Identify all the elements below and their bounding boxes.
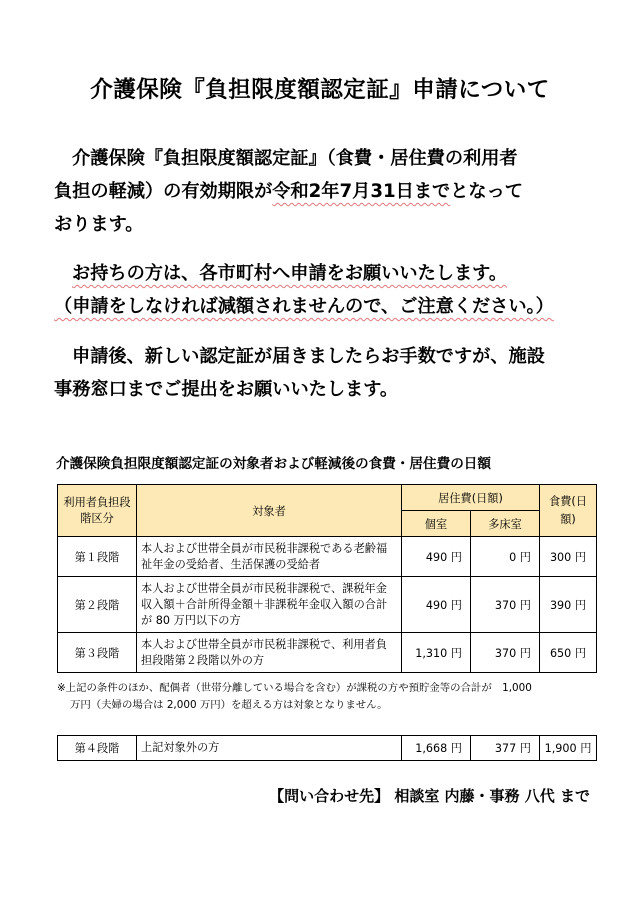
row-level: 第３段階 [58, 633, 137, 673]
expiry-date-highlight: 令和2年7月31日まで [272, 181, 451, 202]
page-title: 介護保険『負担限度額認定証』申請について [90, 77, 550, 103]
row-target: 本人および世帯全員が市民税非課税で、課税年金収入額＋合計所得金額＋非課税年金収入額の合計が 80 万円以下の方 [137, 577, 402, 633]
row-private-room: 490 円 [402, 537, 471, 577]
row-shared-room: 377 円 [471, 736, 540, 761]
row-private-room: 490 円 [402, 577, 471, 633]
level4-table [57, 735, 597, 761]
paragraph-line: おります。 [54, 214, 144, 235]
table-caption: 介護保険負担限度額認定証の対象者および軽減後の食費・居住費の日額 [56, 456, 491, 472]
row-level: 第４段階 [58, 736, 137, 761]
row-shared-room: 370 円 [471, 577, 540, 633]
note-line: ※上記の条件のほか、配偶者（世帯分離している場合を含む）が課税の方や預貯金等の合計が 1,000 [57, 682, 532, 694]
row-level: 第１段階 [58, 537, 137, 577]
notice-paragraph-validity [54, 142, 614, 241]
burden-limit-table [57, 484, 597, 673]
table-row [58, 537, 597, 577]
row-target: 上記対象外の方 [137, 736, 402, 761]
header-target: 対象者 [137, 485, 402, 537]
notice-paragraph-request [54, 257, 614, 323]
table-row [58, 577, 597, 633]
paragraph-line [54, 290, 614, 323]
contact-info: 【問い合わせ先】 相談室 内藤・事務 八代 まで [269, 787, 590, 805]
row-food: 300 円 [540, 537, 597, 577]
table-row [58, 633, 597, 673]
header-level: 利用者負担段階区分 [58, 485, 137, 537]
row-target: 本人および世帯全員が市民税非課税である老齢福祉年金の受給者、生活保護の受給者 [137, 537, 402, 577]
paragraph-line: 介護保険『負担限度額認定証』（食費・居住費の利用者 [72, 148, 518, 169]
paragraph-line: 申請後、新しい認定証が届きましたらお手数ですが、施設 [72, 346, 545, 367]
row-private-room: 1,310 円 [402, 633, 471, 673]
row-food: 390 円 [540, 577, 597, 633]
table-row [58, 736, 597, 761]
paragraph-line [54, 175, 614, 208]
row-food: 1,900 円 [540, 736, 597, 761]
paragraph-line [54, 257, 614, 290]
text-segment: 負担の軽減）の有効期限が [54, 181, 273, 202]
notice-paragraph-submit [54, 340, 614, 406]
request-highlight: お持ちの方は、各市町村へ申請をお願いいたします。 [72, 263, 508, 284]
header-shared-room: 多床室 [471, 511, 540, 537]
row-target: 本人および世帯全員が市民税非課税で、利用者負担段階第２段階以外の方 [137, 633, 402, 673]
row-food: 650 円 [540, 633, 597, 673]
row-shared-room: 0 円 [471, 537, 540, 577]
note-line: 万円（夫婦の場合は 2,000 万円）を超える方は対象となりません。 [70, 699, 388, 711]
text-segment: となって [450, 181, 523, 202]
paragraph-line: 事務窓口までご提出をお願いいたします。 [54, 379, 399, 400]
row-shared-room: 370 円 [471, 633, 540, 673]
table-note [57, 680, 602, 714]
header-food: 食費(日額) [540, 485, 597, 537]
caution-highlight: （申請をしなければ減額されませんので、ご注意ください。） [54, 296, 554, 317]
header-private-room: 個室 [402, 511, 471, 537]
header-housing: 居住費(日額) [402, 485, 540, 511]
row-level: 第２段階 [58, 577, 137, 633]
row-private-room: 1,668 円 [402, 736, 471, 761]
